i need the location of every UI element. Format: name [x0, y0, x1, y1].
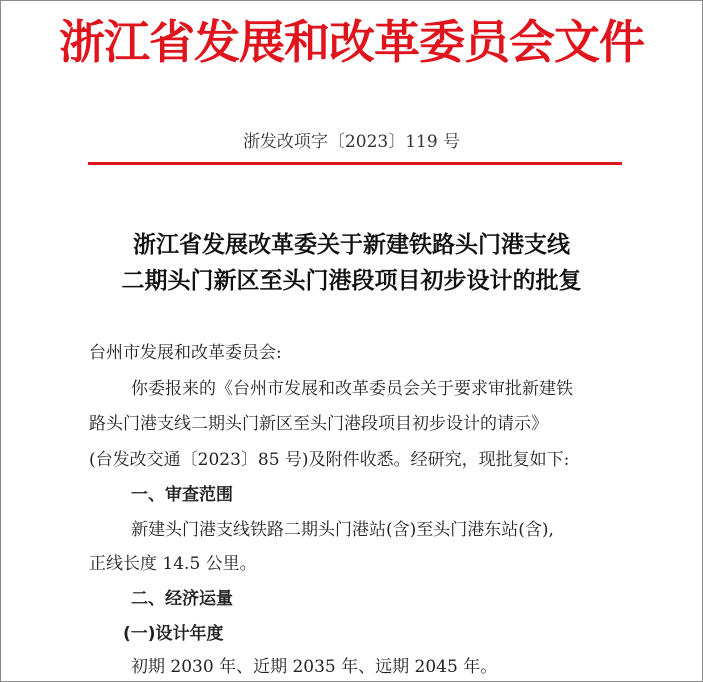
subsection-1-heading: (一)设计年度 — [123, 624, 224, 644]
paragraph-1-line-1: 你委报来的《台州市发展和改革委员会关于要求审批新建铁 — [131, 379, 573, 399]
section-1-heading: 一、审查范围 — [131, 485, 233, 505]
section-1-line-1: 新建头门港支线铁路二期头门港站(含)至头门港东站(含), — [131, 520, 554, 540]
section-2-heading: 二、经济运量 — [131, 589, 233, 609]
paragraph-1-line-2: 路头门港支线二期头门新区至头门港段项目初步设计的请示》 — [89, 414, 548, 434]
addressee: 台州市发展和改革委员会: — [89, 343, 282, 363]
subsection-1-text: 初期 2030 年、近期 2035 年、远期 2045 年。 — [131, 657, 498, 677]
red-divider — [88, 162, 622, 165]
paragraph-1-line-3: (台发改交通〔2023〕85 号)及附件收悉。经研究，现批复如下: — [89, 450, 570, 470]
section-1-line-2: 正线长度 14.5 公里。 — [89, 554, 257, 574]
document-title-line-2: 二期头门新区至头门港段项目初步设计的批复 — [121, 267, 582, 294]
issuer-header-title: 浙江省发展和改革委员会文件 — [59, 15, 644, 69]
document-number: 浙发改项字〔2023〕119 号 — [242, 132, 461, 152]
document-title-line-1: 浙江省发展改革委关于新建铁路头门港支线 — [133, 231, 570, 258]
